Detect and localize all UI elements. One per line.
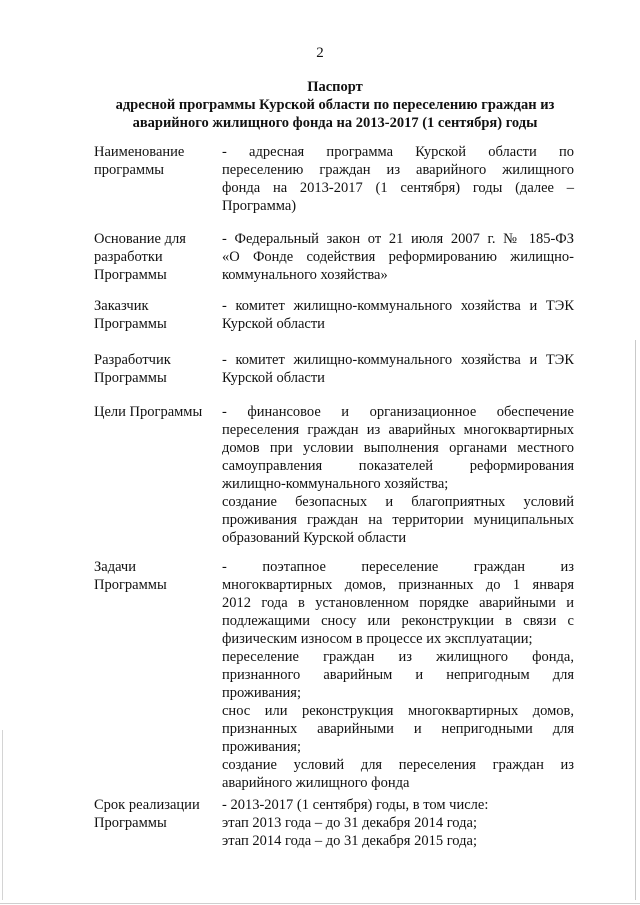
value-line: - адресная программа Курской области по — [222, 144, 574, 160]
value-line: домов при условии выполнения органами местного — [222, 440, 574, 456]
value-line: физическим износом в процессе их эксплуатации; — [222, 631, 533, 647]
scan-edge-left — [2, 730, 3, 900]
value-line: Курской области — [222, 316, 325, 332]
value-line: - Федеральный закон от 21 июля 2007 г. № 185-ФЗ — [222, 231, 574, 247]
row-label: Основание для разработки Программы — [94, 231, 186, 283]
row-value — [222, 351, 574, 387]
row-label: Срок реализации Программы — [94, 797, 200, 831]
row-label: Разработчик Программы — [94, 352, 171, 386]
value-line: проживания; — [222, 685, 301, 701]
value-line: снос или реконструкция многоквартирных домов, — [222, 703, 574, 719]
value-line: фонда на 2013-2017 (1 сентября) годы (далее – — [222, 180, 574, 196]
value-line: - комитет жилищно-коммунального хозяйства и ТЭК — [222, 352, 574, 368]
value-line: - финансовое и организационное обеспечение — [222, 404, 574, 420]
value-line: образований Курской области — [222, 530, 407, 546]
value-line: переселение граждан из жилищного фонда, — [222, 649, 574, 665]
row-label: Задачи Программы — [94, 559, 167, 593]
value-line: этап 2013 года – до 31 декабря 2014 года; — [222, 815, 477, 831]
row-value — [222, 230, 574, 284]
value-line: проживания граждан на территории муниципальных — [222, 512, 574, 528]
value-line: подлежащими сносу или реконструкции в связи с — [222, 613, 574, 629]
value-line: создание условий для переселения граждан из — [222, 757, 574, 773]
row-label: Цели Программы — [94, 404, 203, 420]
value-line: многоквартирных домов, признанных до 1 января — [222, 577, 574, 593]
value-line: этап 2014 года – до 31 декабря 2015 года; — [222, 833, 477, 849]
value-line: 2012 года в установленном порядке аварийными и — [222, 595, 574, 611]
page-number: 2 — [316, 45, 324, 61]
title-line-3: аварийного жилищного фонда на 2013-2017 (1 сентября) годы — [132, 115, 538, 131]
scan-edge-right — [635, 340, 636, 900]
value-line: «О Фонде содействия реформированию жилищно- — [222, 249, 574, 265]
value-line: - комитет жилищно-коммунального хозяйства и ТЭК — [222, 298, 574, 314]
value-line: коммунального хозяйства» — [222, 267, 388, 283]
row-value — [222, 796, 574, 850]
value-line: переселения граждан из аварийных многоквартирных — [222, 422, 574, 438]
scan-edge-bottom — [0, 903, 640, 904]
value-line: жилищно-коммунального хозяйства; — [222, 476, 449, 492]
row-value — [222, 297, 574, 333]
value-line: Курской области — [222, 370, 325, 386]
title-line-1: Паспорт — [307, 79, 363, 95]
value-line: Программа) — [222, 198, 297, 214]
row-label: Наименование программы — [94, 144, 185, 178]
row-value — [222, 558, 574, 792]
value-line: аварийного жилищного фонда — [222, 775, 410, 791]
row-value — [222, 143, 574, 215]
value-line: проживания; — [222, 739, 301, 755]
title-line-2: адресной программы Курской области по переселению граждан из — [115, 97, 555, 113]
value-line: самоуправления показателей реформирования — [222, 458, 574, 474]
value-line: создание безопасных и благоприятных условий — [222, 494, 574, 510]
value-line: признанных аварийными и непригодными для — [222, 721, 574, 737]
value-line: - поэтапное переселение граждан из — [222, 559, 574, 575]
value-line: переселению граждан из аварийного жилищного — [222, 162, 574, 178]
value-line: - 2013-2017 (1 сентября) годы, в том числе: — [222, 797, 489, 813]
row-value — [222, 403, 574, 547]
row-label: Заказчик Программы — [94, 298, 167, 332]
document-title — [70, 78, 600, 132]
value-line: признанного аварийным и непригодным для — [222, 667, 574, 683]
